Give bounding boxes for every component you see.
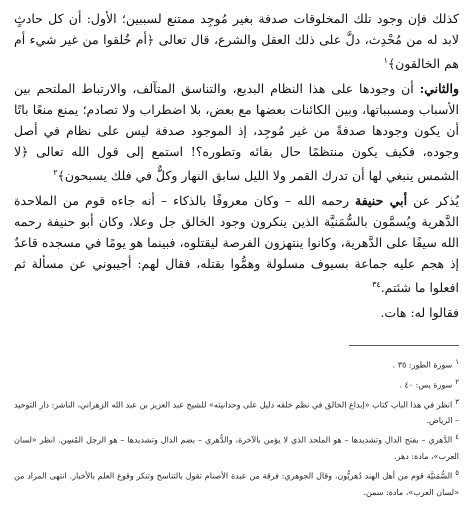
paragraph-2-text: أن وجودها على هذا النظام البديع، والتناسق المتآلف، والارتباط الملتحم بين الأسباب ومسبباتها، وبين الكائنات بعضها مع بعض، بلا اضطراب ولا تصادم؛ يمنع منعًا باتًا أن يكون وجودها صدفةً من غير مُوجِد، إذ الموجود صدفة ليس على نظام في أصل وجوده، فكيف يكون منتظمًا حال بقائه وتطوره؟! استمع إلى قول الله تعالى ﴿لا الشمس ينبغي لها أن تدرك القمر ولا الليل سابق النهار وكلٌّ في فلك يسبحون﴾ [14,81,459,184]
footnote-3 [14,394,459,430]
footnote-number: ٥ [455,469,459,478]
footnote-text: الدَّهري – بفتح الدال وتشديدها – هو الملحد الذي لا يؤمن بالآخرة، والدُّهري – بضم الدال وتشديدها – هو الرجل المُسِن. انظر «لسان العرب»، مادة: دهر. [14,436,459,462]
footnote-ref-4[interactable]: ٤ [376,280,381,290]
footnote-number: ٤ [455,433,459,442]
footnote-2 [14,374,459,394]
paragraph-3-name: أبي حنيفة [355,193,408,209]
footnote-5 [14,465,459,501]
footnote-ref-2[interactable]: ٢ [53,168,58,178]
paragraph-3-prefix: يُذكر عن [413,193,459,209]
footnote-text: انظر في هذا الباب كتاب «إبداع الخالق في نظم خلقه دليل على وحدانيته» للشيخ عبد العزيز بن عبد الله الزهراني، الناشر: دار التوحيد – الرياض. [14,400,459,426]
paragraph-1-text: كذلك فإن وجود تلك المخلوقات صدفة بغير مُوجِد ممتنع لسببين؛ الأول: أن كل حادثٍ لابد له من مُحْدِث، دلَّ على ذلك العقل والشرع، قال تعالى ﴿أم خُلقوا من غير شيء أم هم الخالقون﴾ [14,11,459,72]
footnote-divider [349,345,459,346]
footnote-4 [14,429,459,465]
footnote-text: سورة الطور: ٣٥ . [392,361,453,371]
paragraph-2-lead: والثاني: [419,81,459,97]
paragraph-4: فقالوا له: هات. [380,305,459,321]
paragraph-1 [14,8,459,74]
footnote-number: ١ [455,358,459,367]
footnote-text: سورة يس: ٤٠ . [399,380,453,390]
paragraph-3-text: رحمه الله – وكان معروفًا بالذكاء – أنه جاءه قوم من الملاحدة الدَّهرية ويُسمَّون بالسُّمَنيَّة الذين ينكرون وجود الخالق جل وعلا، وكان أبو حنيفة رحمه الله سيفًا على الدَّهرية، وكانوا ينتهزون الفرصة ليقتلوه، فبينما هو يومًا في مسجده قاعدٌ إذ هجم عليه جماعة بسيوف مسلولة وهمُّوا بقتله، فقال لهم: أجيبوني عن مسألة ثم افعلوا ما شئتم. [14,193,459,296]
paragraph-2 [14,78,459,186]
paragraph-3 [14,190,459,298]
footnote-number: ٣ [455,397,459,406]
footnote-ref-1[interactable]: ١ [383,56,388,65]
footnote-1 [14,354,459,374]
footnote-text: السُّمَنيَّة قوم من أهل الهند دُهريُّون، وقال الجوهري: فرقة من عبدة الأصنام تقول بالتناسخ وتنكر وقوع العلم بالأخبار. انتهى المراد من «لسان العرب»، مادة: سمن. [14,471,459,497]
footnote-number: ٢ [455,378,459,387]
footnote-ref-3[interactable]: ٣ [372,280,377,290]
